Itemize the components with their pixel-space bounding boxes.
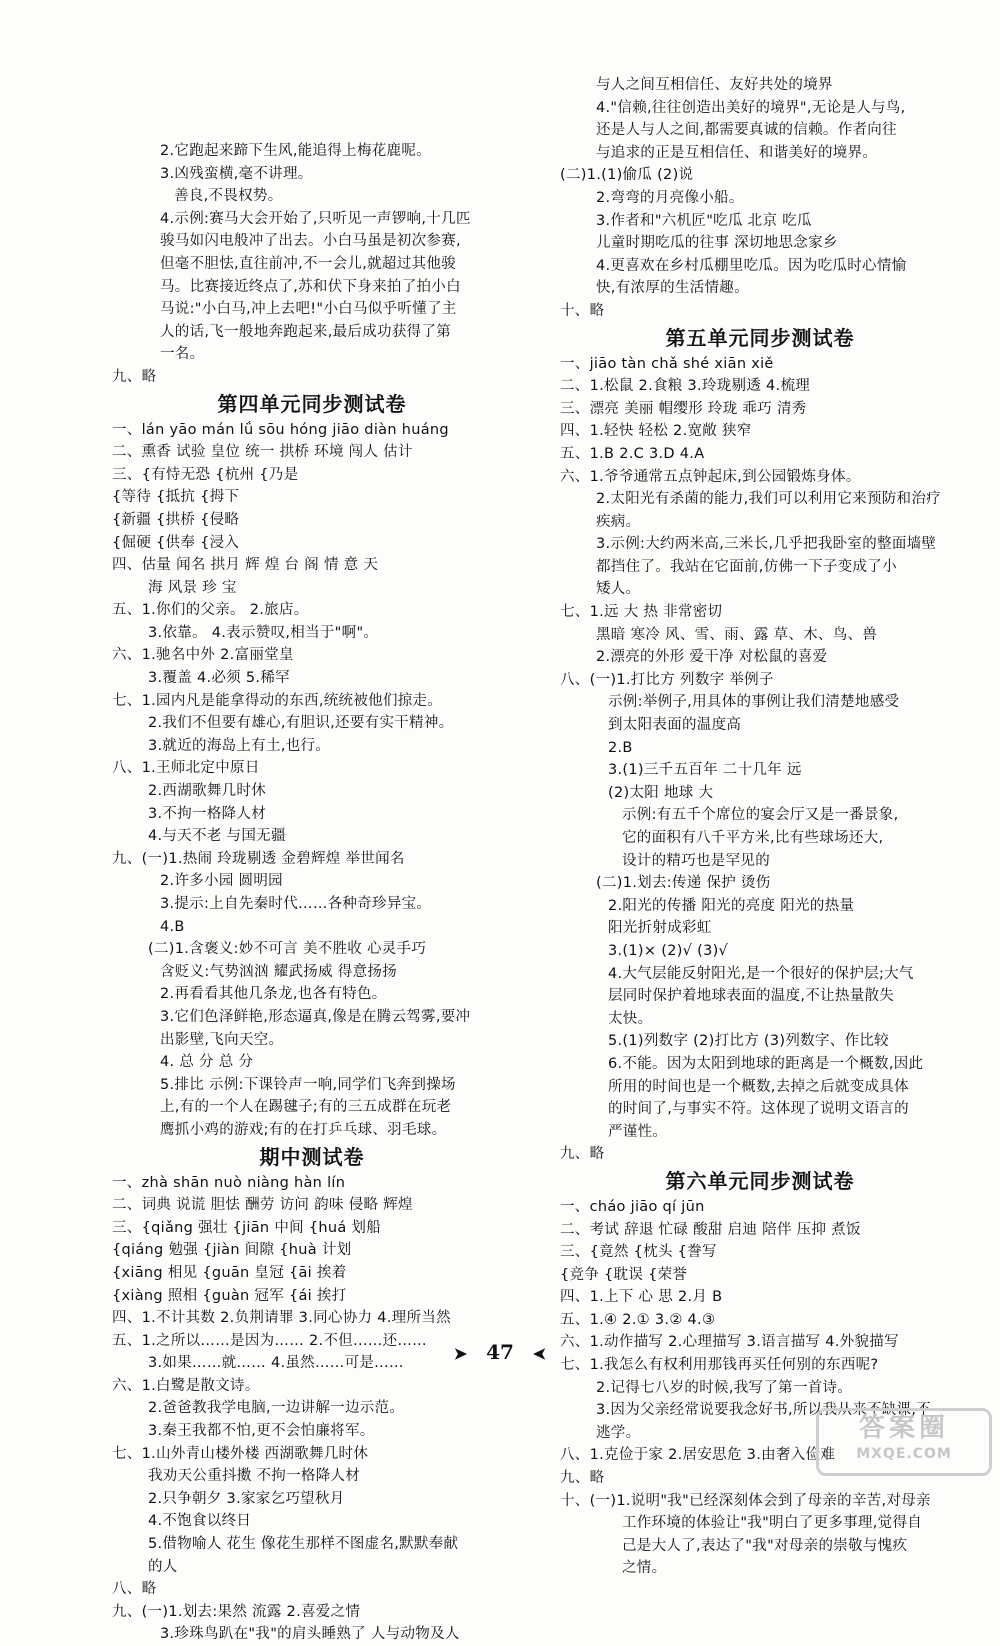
answer-line: 二、词典 说谎 胆怯 酬劳 访问 韵味 侵略 辉煌 — [112, 1197, 413, 1214]
answer-line: 3.凶残蛮横,毫不讲理。 — [160, 165, 313, 182]
answer-line: 九、(一)1.热闹 玲珑剔透 金碧辉煌 举世闻名 — [112, 850, 405, 867]
answer-line: 2.阳光的传播 阳光的亮度 阳光的热量 — [608, 897, 855, 914]
answer-line: 都挡住了。我站在它面前,仿佛一下子变成了小 — [596, 558, 897, 575]
answer-line: 九、略 — [560, 1146, 605, 1163]
answer-line: 的人 — [148, 1558, 178, 1575]
answer-line: 二、考试 辞退 忙碌 酸甜 启迪 陪伴 压抑 煮饭 — [560, 1221, 861, 1238]
section-title: 期中测试卷 — [259, 1144, 365, 1169]
answer-line: 2.西湖歌舞几时休 — [148, 783, 267, 800]
answer-line: 2.爸爸教我学电脑,一边讲解一边示范。 — [148, 1400, 405, 1417]
answer-line: 八、1.克俭于家 2.居安思危 3.由奢入俭难 — [560, 1447, 836, 1464]
left-arrow-icon: ➤ — [532, 1344, 547, 1363]
answer-line: 3.覆盖 4.必须 5.稀罕 — [148, 670, 290, 687]
answer-line: {等待 {抵抗 {拇下 — [112, 489, 240, 506]
answer-line: 七、1.我怎么有权利用那钱再买任何别的东西呢? — [560, 1357, 879, 1374]
answer-line: 5.(1)列数字 (2)打比方 (3)列数字、作比较 — [608, 1033, 889, 1050]
answer-line: 3.珍珠鸟趴在"我"的肩头睡熟了 人与动物及人 — [160, 1626, 460, 1643]
answer-line: 4.不饱食以终日 — [148, 1513, 252, 1530]
answer-line: 三、{竟然 {枕头 {誊写 — [560, 1244, 717, 1261]
answer-line: (二)1.划去:传递 保护 烫伤 — [596, 875, 771, 892]
answer-line: 设计的精巧也是罕见的 — [622, 852, 770, 869]
right-arrow-icon: ➤ — [453, 1344, 468, 1363]
answer-line: 3.就近的海岛上有土,也行。 — [148, 737, 331, 754]
answer-line: 六、1.爷爷通常五点钟起床,到公园锻炼身体。 — [560, 468, 861, 485]
watermark-url: MXQE.COM — [856, 1446, 952, 1462]
answer-line: 我劝天公重抖擞 不拘一格降人材 — [148, 1468, 361, 1485]
answer-line: 九、(一)1.划去:果然 流露 2.喜爱之情 — [112, 1603, 361, 1620]
answer-line: 三、漂亮 美丽 帽缨形 玲珑 乖巧 清秀 — [560, 400, 807, 417]
answer-line: 鹰抓小鸡的游戏;有的在打乒乓球、羽毛球。 — [160, 1121, 447, 1138]
answer-line: 5.排比 示例:下课铃声一响,同学们飞奔到操场 — [160, 1076, 456, 1093]
answer-line: 还是人与人之间,都需要真诚的信赖。作者向往 — [596, 122, 897, 139]
answer-line: 2.太阳光有杀菌的能力,我们可以利用它来预防和治疗 — [596, 491, 941, 508]
answer-line: 海 风景 珍 宝 — [148, 579, 237, 596]
answer-line: 一、cháo jiāo qí jūn — [560, 1198, 705, 1215]
answer-line: 一、lán yāo mán lǘ sōu hóng jiāo diàn huáng — [112, 421, 449, 438]
answer-line: 四、1.轻快 轻松 2.宽敞 狭窄 — [560, 423, 752, 440]
answer-line: 它的面积有八千平方米,比有些球场还大, — [622, 830, 884, 846]
answer-line: 3.它们色泽鲜艳,形态逼真,像是在腾云驾雾,要冲 — [160, 1008, 471, 1025]
answer-line: 3.(1)三千五百年 二十几年 远 — [608, 762, 802, 779]
answer-line: 4.更喜欢在乡村瓜棚里吃瓜。因为吃瓜时心情愉 — [596, 257, 907, 274]
answer-line: 2.B — [608, 739, 633, 756]
answer-line: 四、1.不计其数 2.负荆请罪 3.同心协力 4.理所当然 — [112, 1310, 451, 1327]
answer-line: 含贬义:气势汹汹 耀武扬威 得意扬扬 — [160, 963, 398, 980]
answer-line: 2.记得七八岁的时候,我写了第一首诗。 — [596, 1379, 853, 1396]
answer-line: 五、1.B 2.C 3.D 4.A — [560, 445, 705, 462]
answer-line: 五、1.你们的父亲。 2.旅店。 — [112, 602, 309, 619]
answer-line: 一、jiāo tàn chǎ shé xiān xiě — [560, 355, 774, 372]
answer-line: 一名。 — [160, 346, 205, 363]
answer-line: 6.不能。因为太阳到地球的距离是一个概数,因此 — [608, 1055, 924, 1072]
answer-line: 3.秦王我都不怕,更不会怕廉将军。 — [148, 1423, 375, 1440]
watermark-text: 答案圈 — [858, 1413, 949, 1443]
answer-line: 2.再看看其他几条龙,也各有特色。 — [160, 986, 387, 1003]
answer-line: (2)太阳 地球 大 — [608, 784, 714, 801]
answer-line: 骏马如闪电般冲了出去。小白马虽是初次参赛, — [160, 233, 461, 250]
answer-line: 太快。 — [608, 1010, 653, 1027]
answer-line: 上,有的一个人在踢毽子;有的三五成群在玩老 — [160, 1099, 452, 1116]
watermark-logo — [816, 1408, 992, 1476]
answer-line: 3.依靠。 4.表示赞叹,相当于"啊"。 — [148, 624, 379, 641]
answer-line: 的时间了,与事实不符。这体现了说明文语言的 — [608, 1101, 909, 1118]
answer-line: 善良,不畏权势。 — [174, 188, 283, 205]
answer-line: 八、略 — [112, 1581, 157, 1598]
answer-line: 严谨性。 — [608, 1123, 668, 1140]
answer-line: (二)1.含褒义:妙不可言 美不胜收 心灵手巧 — [148, 941, 427, 958]
answer-line: 到太阳表面的温度高 — [608, 717, 742, 734]
answer-line: 三、{qiǎng 强壮 {jiān 中间 {huá 划船 — [112, 1219, 382, 1236]
answer-line: 阳光折射成彩虹 — [608, 920, 712, 937]
answer-line: 黑暗 寒冷 风、雪、雨、露 草、木、鸟、兽 — [596, 626, 878, 643]
answer-line: 2.只争朝夕 3.家家乞巧望秋月 — [148, 1490, 345, 1507]
answer-line: 与追求的正是互相信任、和谐美好的境界。 — [596, 144, 878, 161]
answer-line: 工作环境的体验让"我"明白了更多事理,觉得自 — [622, 1515, 923, 1532]
answer-line: 十、(一)1.说明"我"已经深刻体会到了母亲的辛苦,对母亲 — [560, 1492, 931, 1509]
answer-line: 六、1.动作描写 2.心理描写 3.语言描写 4.外貌描写 — [560, 1334, 899, 1351]
answer-line: 五、1.④ 2.① 3.② 4.③ — [560, 1311, 716, 1328]
answer-line: 所用的时间也是一个概数,去掉之后就变成具体 — [608, 1078, 909, 1095]
answer-line: 八、1.王师北定中原日 — [112, 760, 260, 777]
answer-line: 十、略 — [560, 302, 605, 319]
section-title: 第四单元同步测试卷 — [217, 391, 407, 416]
answer-line: 疾病。 — [596, 513, 641, 530]
answer-line: 九、略 — [112, 368, 157, 385]
answer-line: 逃学。 — [596, 1424, 641, 1441]
answer-line: 但毫不胆怯,直往前冲,不一会儿,就超过其他骏 — [160, 255, 456, 272]
answer-line: {新疆 {拱桥 {侵略 — [112, 511, 240, 528]
answer-line: 之情。 — [622, 1560, 667, 1577]
answer-line: 矮人。 — [596, 581, 641, 598]
answer-line: {竞争 {耽误 {荣誉 — [560, 1266, 688, 1283]
answer-line: 2.漂亮的外形 爱干净 对松鼠的喜爱 — [596, 649, 828, 666]
answer-line: 二、1.松鼠 2.食粮 3.玲珑剔透 4.梳理 — [560, 378, 811, 395]
page-number: 47 — [486, 1340, 514, 1364]
answer-line: {qiáng 勉强 {jiàn 间隙 {huà 计划 — [112, 1242, 352, 1259]
answer-line: 2.我们不但要有雄心,有胆识,还要有实干精神。 — [148, 715, 454, 732]
answer-line: 4. 总 分 总 分 — [160, 1054, 254, 1071]
answer-line: 2.弯弯的月亮像小船。 — [596, 189, 744, 206]
answer-line: 与人之间互相信任、友好共处的境界 — [596, 77, 833, 93]
answer-line: 4."信赖,往往创造出美好的境界",无论是人与鸟, — [596, 99, 906, 116]
answer-line: 八、(一)1.打比方 列数字 举例子 — [560, 671, 774, 688]
answer-line: 一、zhà shān nuò niàng hàn lín — [112, 1174, 346, 1191]
answer-line: 5.借物喻人 花生 像花生那样不图虚名,默默奉献 — [148, 1536, 459, 1553]
answer-line: 马说:"小白马,冲上去吧!"小白马似乎听懂了主 — [160, 301, 457, 318]
answer-line: 4.大气层能反射阳光,是一个很好的保护层;大气 — [608, 965, 914, 982]
answer-line: {倔硬 {供奉 {浸入 — [112, 534, 240, 551]
answer-line: 人的话,飞一般地奔跑起来,最后成功获得了第 — [160, 323, 452, 340]
answer-line: 七、1.远 大 热 非常密切 — [560, 604, 723, 621]
answer-line: 三、{有恃无恐 {杭州 {乃是 — [112, 466, 299, 483]
answer-line: 快,有浓厚的生活情趣。 — [596, 280, 749, 297]
left-column — [112, 140, 512, 1646]
answer-line: 3.作者和"六机匠"吃瓜 北京 吃瓜 — [596, 212, 812, 229]
answer-line: 3.(1)× (2)√ (3)√ — [608, 942, 729, 959]
answer-line: 4.示例:赛马大会开始了,只听见一声锣响,十几匹 — [160, 210, 471, 227]
answer-line: 出影壁,飞向天空。 — [160, 1031, 284, 1048]
answer-line: 2.许多小园 圆明园 — [160, 873, 283, 890]
answer-line: 二、熏香 试验 皇位 统一 拱桥 环境 闯人 估计 — [112, 444, 413, 461]
answer-line: 四、1.上下 心 思 2.月 B — [560, 1289, 723, 1306]
answer-line: 4.与天不老 与国无疆 — [148, 828, 286, 845]
answer-line: 示例:举例子,用具体的事例让我们清楚地感受 — [608, 694, 900, 711]
answer-line: 3.因为父亲经常说要我念好书,所以我从来不缺课,不 — [596, 1402, 932, 1419]
answer-line: 示例:有五千个席位的宴会厅又是一番景象, — [622, 807, 899, 824]
answer-line: 3.不拘一格降人材 — [148, 805, 267, 822]
page-number-area — [0, 1340, 1000, 1364]
answer-line: 六、1.白鹭是散文诗。 — [112, 1377, 260, 1394]
answer-line: 3.示例:大约两米高,三米长,几乎把我卧室的整面墙壁 — [596, 536, 937, 553]
answer-line: 层同时保护着地球表面的温度,不让热量散失 — [608, 988, 895, 1005]
answer-line: 七、1.园内凡是能拿得动的东西,统统被他们掠走。 — [112, 692, 443, 709]
answer-line: 4.B — [160, 918, 185, 935]
section-title: 第六单元同步测试卷 — [665, 1168, 855, 1193]
answer-line: {xiāng 相见 {guān 皇冠 {āi 挨着 — [112, 1264, 347, 1281]
answer-line: 五、1.之所以……是因为…… 2.不但……还…… — [112, 1332, 427, 1349]
answer-line: 3.提示:上自先秦时代……各种奇珍异宝。 — [160, 896, 432, 912]
answer-line: 七、1.山外青山楼外楼 西湖歌舞几时休 — [112, 1445, 369, 1462]
answer-line: 四、估量 闻名 拱月 辉 煌 台 阁 情 意 天 — [112, 557, 379, 574]
answer-line: 2.它跑起来蹄下生风,能追得上梅花鹿呢。 — [160, 143, 431, 159]
answer-line: 儿童时期吃瓜的往事 深切地思念家乡 — [596, 235, 838, 252]
answer-line: 马。比赛接近终点了,苏和伏下身来拍了拍小白 — [160, 278, 461, 295]
answer-line: 己是大人了,表达了"我"对母亲的崇敬与愧疚 — [622, 1537, 908, 1554]
answer-line: 九、略 — [560, 1470, 605, 1487]
answer-line: 3.如果……就…… 4.虽然……可是…… — [148, 1355, 404, 1372]
section-title: 第五单元同步测试卷 — [665, 325, 855, 350]
answer-line: {xiàng 照相 {guàn 冠军 {ái 挨打 — [112, 1287, 347, 1304]
answer-line: (二)1.(1)偷瓜 (2)说 — [560, 167, 694, 184]
answer-line: 六、1.驰名中外 2.富丽堂皇 — [112, 647, 294, 664]
